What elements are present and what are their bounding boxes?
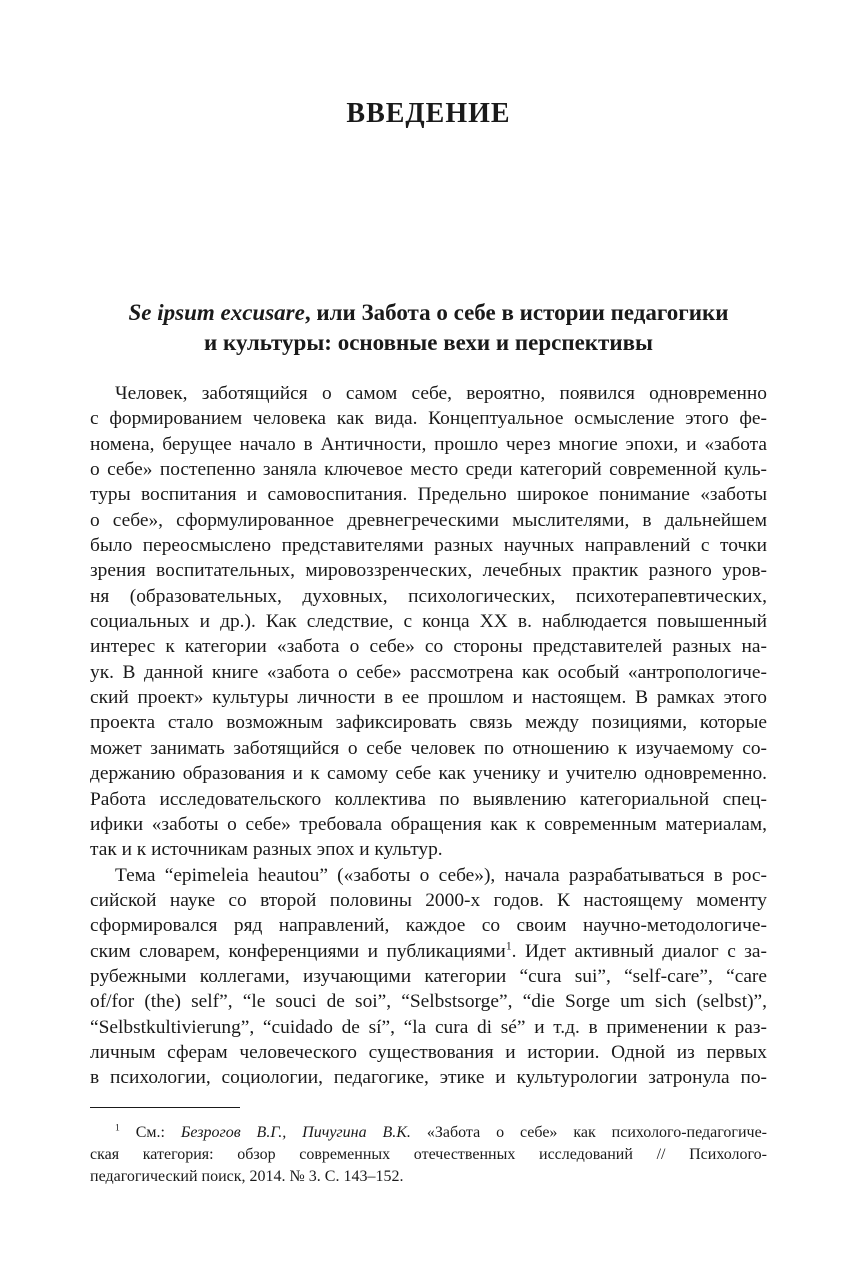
text-line: сийской науке со второй половины 2000-х годов. К настоящему моменту	[90, 889, 767, 911]
footnote-line	[90, 1122, 767, 1144]
body-text	[90, 381, 767, 1091]
text-line: с формированием человека как вида. Концептуальное осмысление этого фе-	[90, 408, 767, 430]
text-fragment: ским словарем, конференциями и публикациями	[90, 940, 506, 962]
footnote-line: педагогический поиск, 2014. № 3. С. 143–152.	[90, 1168, 404, 1185]
footnote-divider	[90, 1107, 240, 1108]
text-line: так и к источникам разных эпох и культур.	[90, 839, 443, 861]
text-line: Работа исследовательского коллектива по выявлению категориальной спец-	[90, 788, 767, 810]
text-line: социальных и др.). Как следствие, с конца XX в. наблюдается повышенный	[90, 611, 767, 633]
text-line: держанию образования и к самому себе как ученику и учителю одновременно.	[90, 763, 767, 785]
section-title-line-1	[90, 298, 767, 328]
text-line: ня (образовательных, духовных, психологических, психотерапевтических,	[90, 585, 767, 607]
paragraph-1	[90, 381, 767, 863]
paragraph-2	[90, 863, 767, 1091]
text-line: проекта стало возможным зафиксировать связь между позициями, которые	[90, 712, 767, 734]
section-title	[90, 298, 767, 358]
text-line: “Selbstkultivierung”, “cuidado de sí”, “la cura di sé” и т.д. в применении к раз-	[90, 1016, 767, 1038]
text-line: сформировался ряд направлений, каждое со своим научно-методологиче-	[90, 915, 767, 937]
footnote-line: ская категория: обзор современных отечественных исследований // Психолого-	[90, 1146, 767, 1163]
text-line	[90, 939, 767, 964]
footnote-text: «Забота о себе» как психолого-педагогиче-	[410, 1124, 768, 1141]
section-title-line-1-rest: , или Забота о себе в истории педагогики	[304, 300, 729, 325]
text-line: было переосмыслено представителями разных научных направлений с точки	[90, 535, 767, 557]
footnote-reference[interactable]: 1	[505, 939, 512, 953]
text-line: в психологии, социологии, педагогике, этике и культурологии затронула по-	[90, 1067, 767, 1089]
text-line: рубежными коллегами, изучающими категории “cura sui”, “self-care”, “care	[90, 965, 767, 987]
chapter-title: ВВЕДЕНИЕ	[346, 98, 511, 129]
text-line: ук. В данной книге «забота о себе» рассмотрена как особый «антропологиче-	[90, 661, 767, 683]
footnote-authors: Безрогов В.Г., Пичугина В.К.	[180, 1124, 411, 1141]
text-line: номена, берущее начало в Античности, прошло через многие эпохи, и «забота	[90, 433, 767, 455]
text-line: зрения воспитательных, мировоззренческих, лечебных практик разного уров-	[90, 560, 767, 582]
text-line: туры воспитания и самовоспитания. Предельно широкое понимание «заботы	[90, 484, 767, 506]
text-line: может занимать заботящийся о себе человек по отношению к изучаемому со-	[90, 737, 767, 759]
text-line: of/for (the) self”, “le souci de soi”, “Selbstsorge”, “die Sorge um sich (selbst)”,	[90, 991, 767, 1013]
text-line: личным сферам человеческого существования и истории. Одной из первых	[90, 1041, 767, 1063]
text-line: Человек, заботящийся о самом себе, вероятно, появился одновременно	[115, 383, 767, 404]
footnote-number: 1	[115, 1122, 120, 1134]
text-line: интерес к категории «забота о себе» со стороны представителей разных на-	[90, 636, 767, 658]
section-title-line-2: и культуры: основные вехи и перспективы	[204, 330, 653, 355]
text-line: о себе» постепенно заняла ключевое место среди категорий современной куль-	[90, 459, 767, 481]
footnote-prefix: См.:	[119, 1124, 181, 1141]
section-title-latin: Se ipsum excusare	[128, 300, 305, 325]
text-line: ифики «заботы о себе» требовала обращения как к современным материалам,	[90, 813, 767, 835]
text-line: о себе», сформулированное древнегреческими мыслителями, в дальнейшем	[90, 509, 767, 531]
text-line: ский проект» культуры личности в ее прошлом и настоящем. В рамках этого	[90, 687, 767, 709]
text-fragment: . Идет активный диалог с за-	[511, 940, 767, 962]
footnote	[90, 1122, 767, 1188]
text-line: Тема “epimeleia heautou” («заботы о себе»), начала разрабатываться в рос-	[115, 864, 767, 886]
